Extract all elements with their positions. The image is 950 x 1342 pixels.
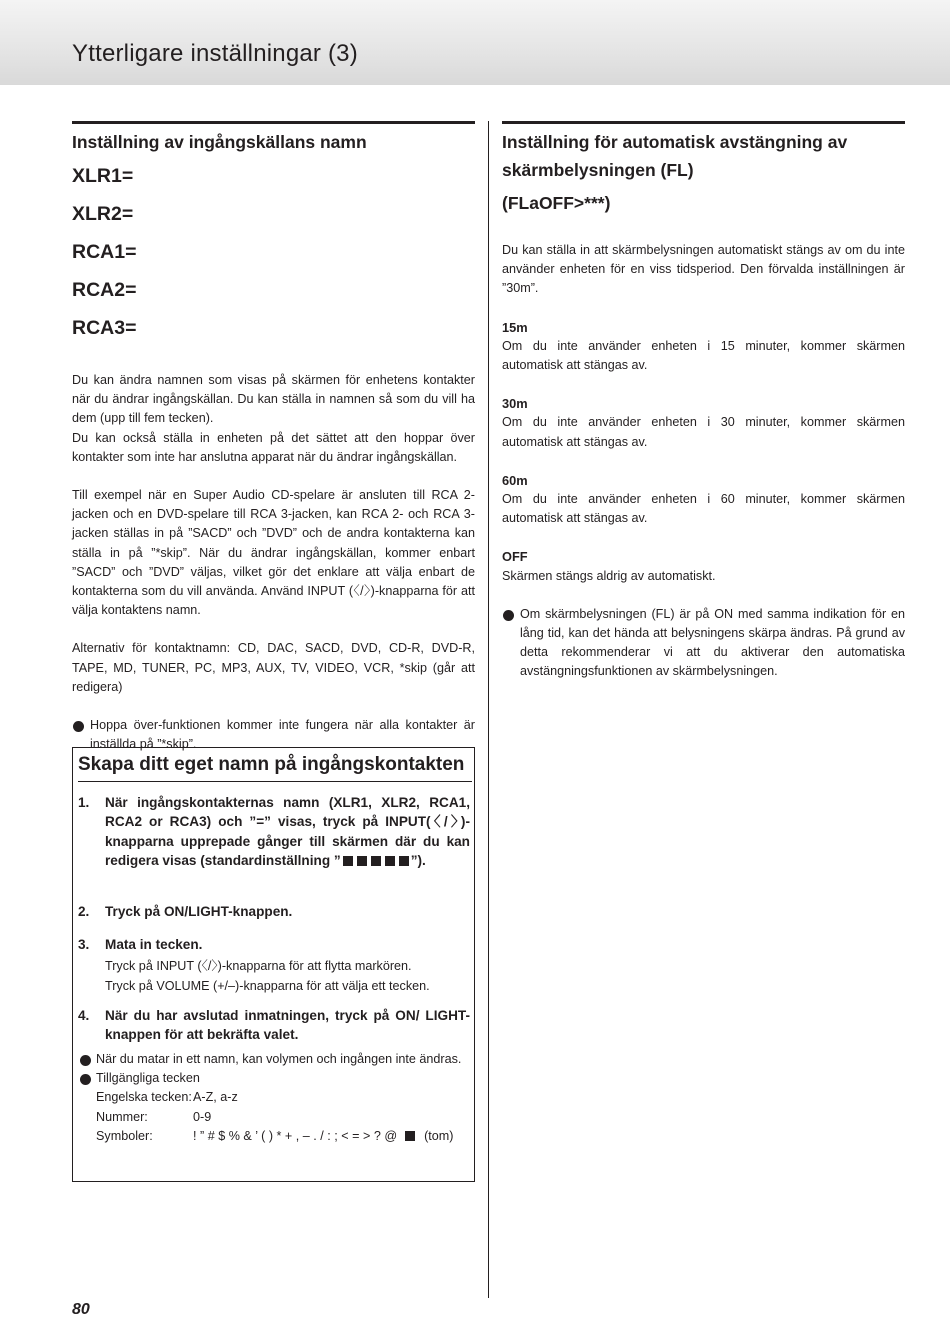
chars-label: Engelska tecken: [96,1090,192,1105]
step-text: När du har avslutad inmatningen, tryck på ON/ LIGHT-knappen för att bekräfta valet. [105,1008,470,1043]
page-header [0,0,950,85]
option-text-15m: Om du inte använder enheten i 15 minuter, kommer skärmen automatisk att stängas av. [502,338,905,373]
paragraph-fl-intro: Du kan ställa in att skärmbelysningen automatiskt stängs av om du inte använder enheten för en viss tidsperiod. Den förvalda inställningen är ”30m”. [502,243,905,296]
step-text: Tryck på ON/LIGHT-knappen. [105,904,293,919]
block-char-icon [371,856,381,866]
chars-row-letters [96,1088,469,1107]
custom-name-box [72,747,475,1182]
chars-row-symbols [96,1127,469,1146]
paragraph-example: Till exempel när en Super Audio CD-spelare är ansluten till RCA 2-jacken och en DVD-spelare till RCA 3-jacken, kan RCA 2- och RCA 3-jacken ställas in på ”SACD” och ”DVD” och de andra kontakterna kan ställa in på ”*skip”. När du ändrar ingångskällan, kommer enbart ”SACD” och ”DVD” väljas, vilket gör det enklare att välja enbart de kontakterna som du vill använda. Använd INPUT (〈/〉)-knapparna för att välja kontaktens namn. [72,488,475,618]
bullet-fl-note [502,605,905,682]
bullet-text: När du matar in ett namn, kan volymen och ingången inte ändras. [96,1052,462,1066]
section-heading-auto-off: Inställning för automatisk avstängning av skärmbelysningen (FL) [502,132,848,180]
code-rca3: RCA3= [72,317,137,339]
chars-label: Nummer: [96,1109,148,1124]
step-number: 1. [78,795,90,810]
step-number: 3. [78,937,90,952]
option-label-30m: 30m [502,396,528,412]
option-label-15m: 15m [502,319,528,335]
step-1 [78,793,470,871]
box-notes [81,1050,469,1146]
paragraph-intro: Du kan ändra namnen som visas på skärmen för enhetens kontakter när du ändrar ingångskällan. Du kan ställa in namnen så som du vill ha dem (upp till fem tecken). [72,373,475,426]
blank-char-label: (tom) [424,1128,454,1143]
step-sub-text: Tryck på INPUT (〈/〉)-knapparna för att flytta markören. [105,959,412,974]
bullet-icon [80,1074,91,1085]
box-title: Skapa ditt eget namn på ingångskontakten [78,754,465,775]
chars-label: Symboler: [96,1128,153,1143]
bullet-text: Om skärmbelysningen (FL) är på ON med samma indikation för en lång tid, kan det hända att belysningens skärpa ändras. På grund av detta rekommenderar vi att du aktiverar den automatiska avstängningsfunktionen av skärmbelysningen. [520,606,905,679]
block-char-icon [343,856,353,866]
section-rule [72,121,475,124]
option-label-60m: 60m [502,472,528,488]
code-rca1: RCA1= [72,241,137,263]
box-title-rule [78,781,472,782]
step-3 [78,935,470,996]
bullet-input-lock [81,1050,469,1069]
step-text [105,793,470,871]
option-label-off: OFF [502,549,528,565]
paragraph-skip: Du kan också ställa in enheten på det sättet att den hoppar över kontakter som inte har anslutna apparat när du ändrar ingångskällan. [72,430,475,464]
chars-value: 0-9 [193,1109,212,1124]
column-divider [488,121,489,1298]
step-text: Mata in tecken. [105,937,203,952]
step-number: 4. [78,1008,90,1023]
bullet-text: Tillgängliga tecken [96,1071,200,1086]
step-number: 2. [78,904,90,919]
step-text-part: När ingångskontakternas namn (XLR1, XLR2, RCA1, RCA2 or RCA3) och ”=” visas, tryck på INPUT(〈/〉)-knapparna upprepade gånger till skärmen där du kan redigera visas (standardinställning ” [105,795,470,869]
chars-row-numbers [96,1108,469,1127]
section-heading-input-names: Inställning av ingångskällans namn [72,132,367,152]
right-column [502,121,905,682]
block-char-icon [399,856,409,866]
step-4 [78,1006,470,1045]
page-number: 80 [72,1301,90,1318]
page-title: Ytterligare inställningar (3) [72,40,358,67]
chars-value: ! ” # $ % & ’ ( ) * + , – . / : ; < = > ? @ [193,1128,398,1143]
bullet-available-chars [81,1069,469,1088]
bullet-text: Hoppa över-funktionen kommer inte fungera när alla kontakter är inställda på ”*skip”. [90,718,475,752]
block-char-icon [385,856,395,866]
paragraph-name-options: Alternativ för kontaktnamn: CD, DAC, SACD, DVD, CD-R, DVD-R, TAPE, MD, TUNER, PC, MP3, AUX, TV, VIDEO, VCR, *skip (går att redigera) [72,641,475,694]
chars-value: A-Z, a-z [193,1090,238,1105]
option-text-60m: Om du inte använder enheten i 60 minuter, kommer skärmen automatisk att stängas av. [502,492,905,526]
step-2 [78,902,470,921]
blank-char-icon [405,1131,415,1141]
left-column [72,121,475,754]
step-sub-text: Tryck på VOLUME (+/–)-knapparna för att välja ett tecken. [105,978,430,993]
bullet-icon [80,1055,91,1066]
code-xlr2: XLR2= [72,203,134,225]
step-text-part: ”). [410,853,426,869]
bullet-icon [73,721,84,732]
code-xlr1: XLR1= [72,165,134,187]
option-text-30m: Om du inte använder enheten i 30 minuter, kommer skärmen automatisk att stängas av. [502,415,905,449]
input-code-list [72,164,475,341]
bullet-icon [503,610,514,621]
code-rca2: RCA2= [72,279,137,301]
section-rule [502,121,905,124]
code-fl-off: (FLaOFF>***) [502,193,611,213]
block-char-icon [357,856,367,866]
option-text-off: Skärmen stängs aldrig av automatiskt. [502,568,716,583]
